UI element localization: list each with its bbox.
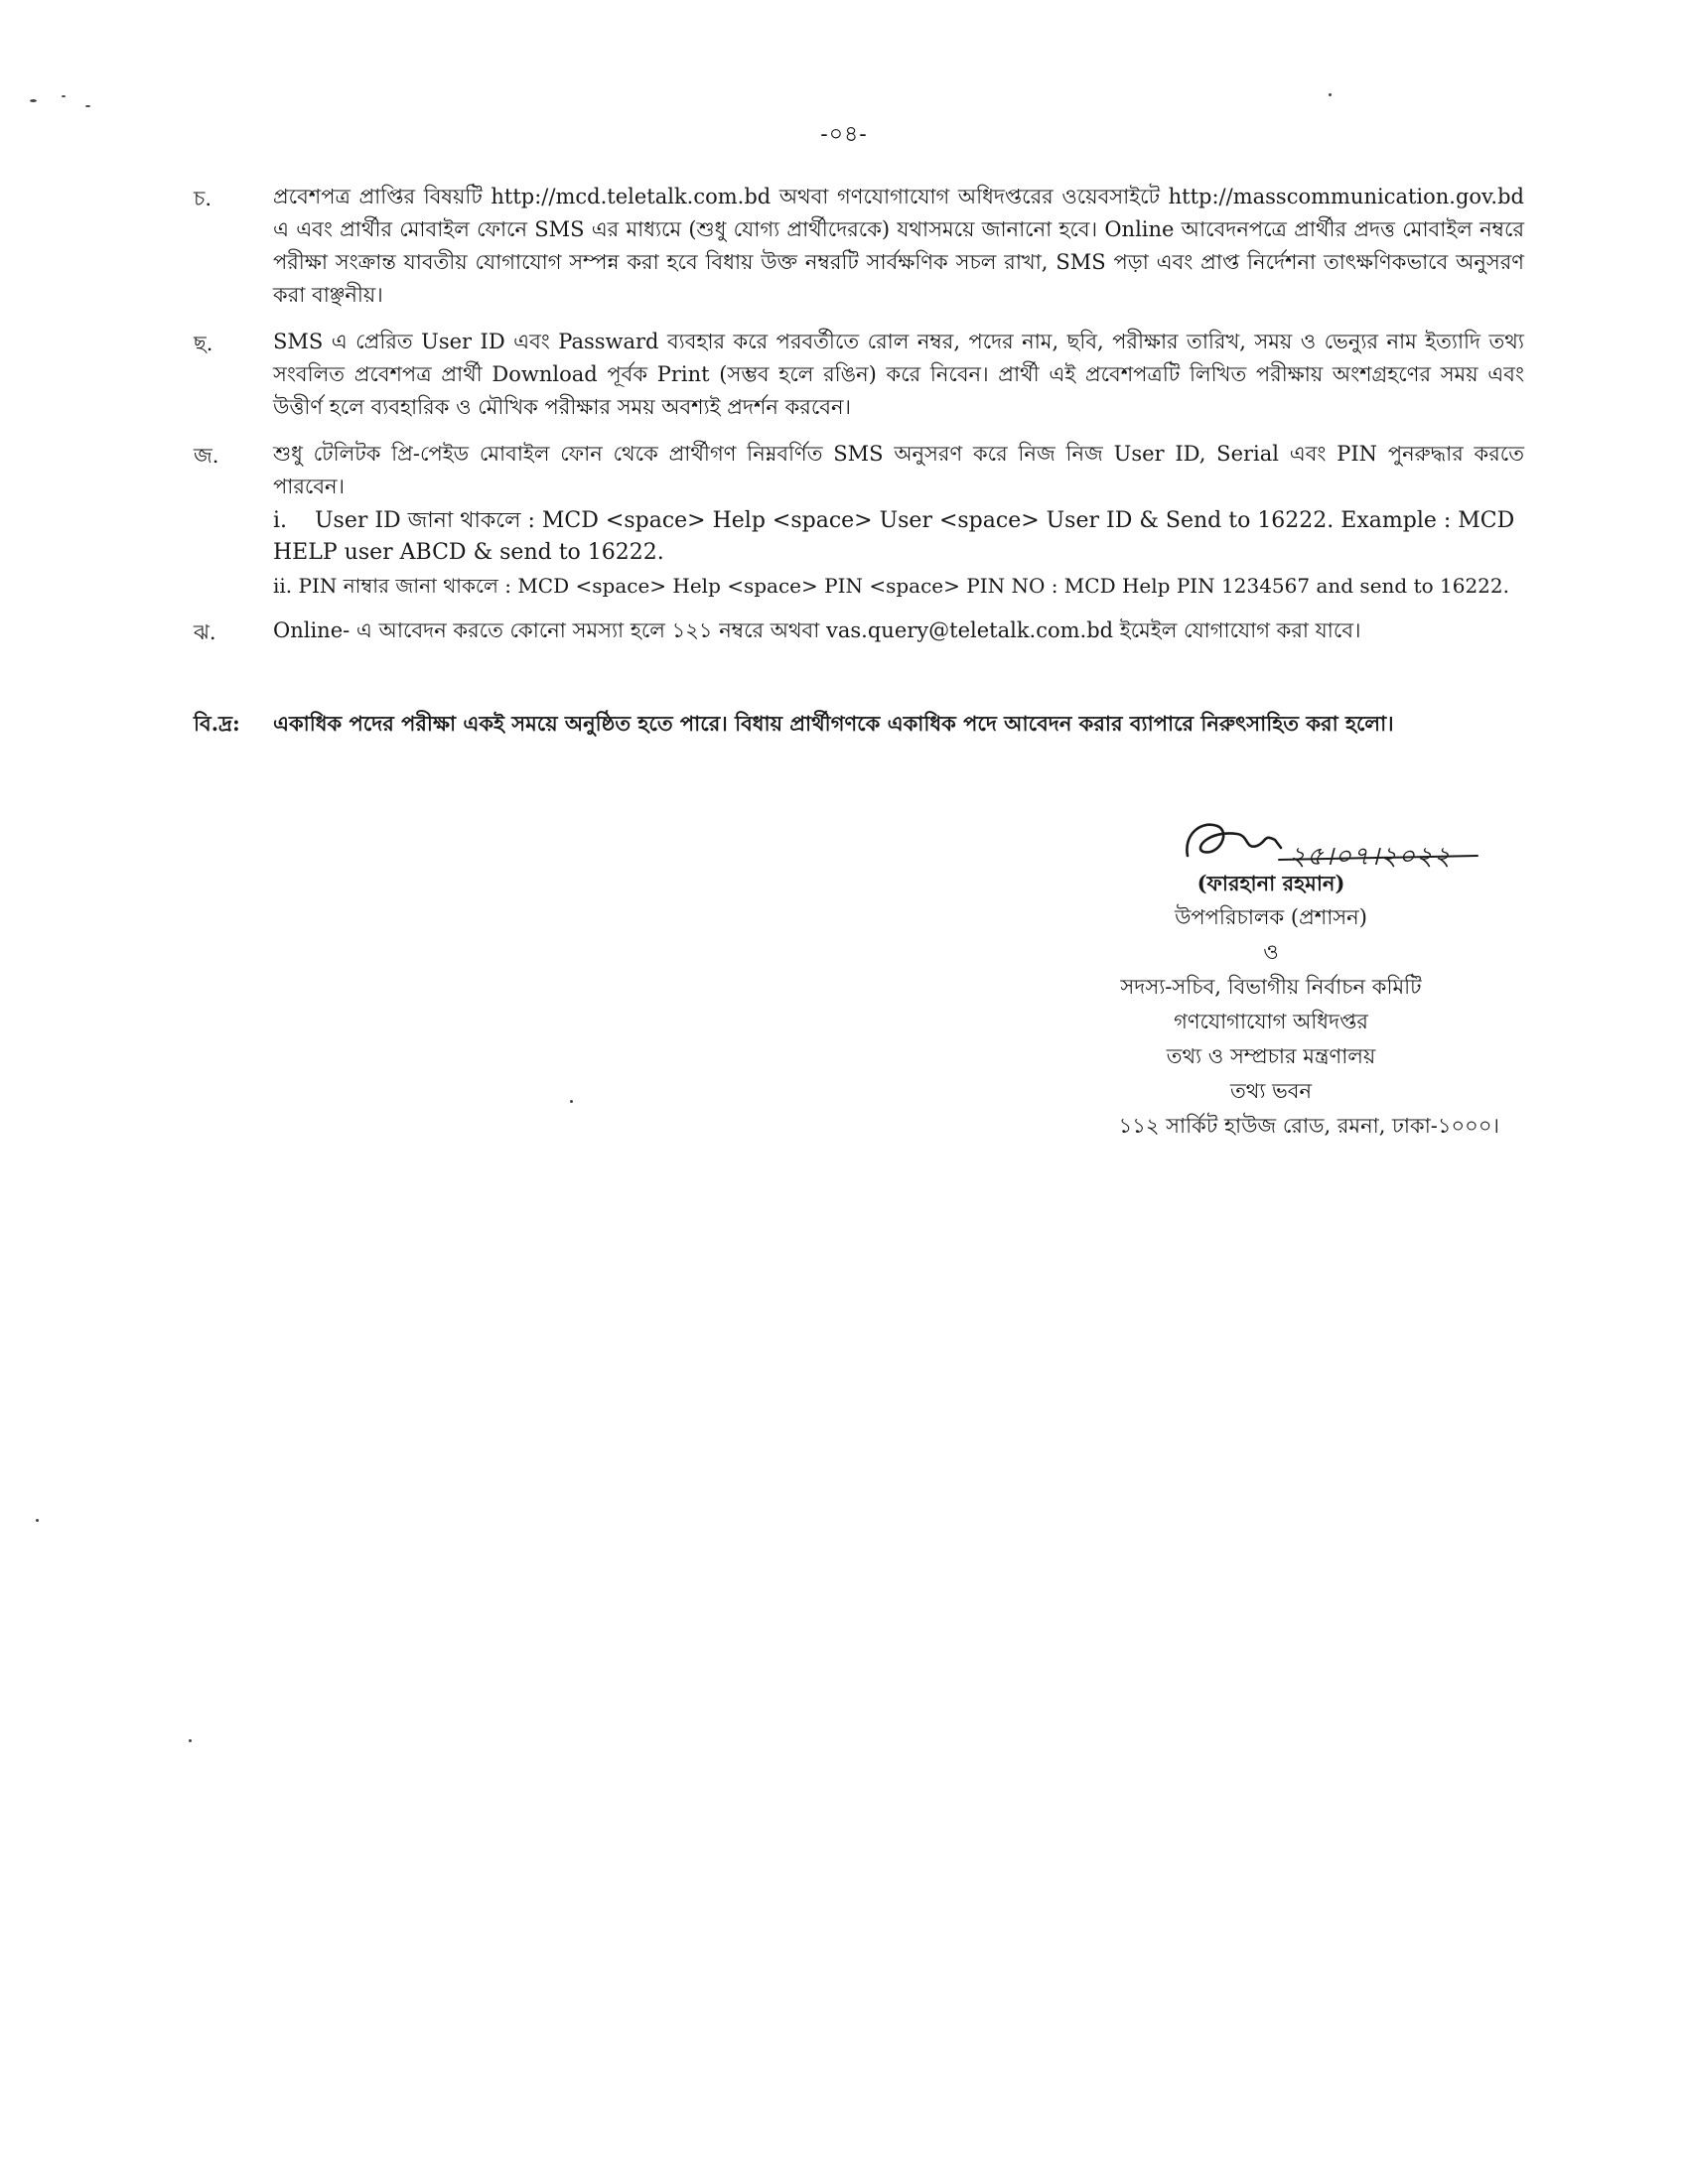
item-text: শুধু টেলিটক প্রি-পেইড মোবাইল ফোন থেকে প্রার্থীগণ নিম্নবর্ণিত SMS অনুসরণ করে নিজ নিজ User ID, Serial এবং PIN পুনরুদ্ধার করতে পারবেন। [273, 442, 1524, 498]
instruction-item-jha [194, 614, 1524, 647]
signatory-conjunction: ও [1263, 940, 1279, 964]
signatory-building: তথ্য ভবন [1230, 1079, 1312, 1103]
item-marker: ঝ. [194, 620, 216, 644]
sub-item-user-id: i. User ID জানা থাকলে : MCD <space> Help <space> User <space> User ID & Send to 16222. Example : MCD HELP user ABCD & send to 16222. [273, 508, 1522, 565]
page-number: -০৪- [820, 122, 868, 147]
scan-speck [189, 1739, 192, 1742]
signatory-department: গণযোগাযোগ অধিদপ্তর [1174, 1010, 1368, 1033]
scan-speck [1329, 93, 1332, 96]
signatory-ministry: তথ্য ও সম্প্রচার মন্ত্রণালয় [1166, 1044, 1376, 1068]
signatory-committee: সদস্য-সচিব, বিভাগীয় নির্বাচন কমিটি [1120, 975, 1422, 999]
scan-speck [36, 1519, 39, 1522]
nb-marker: বি.দ্র: [194, 711, 240, 736]
item-marker: জ. [194, 444, 219, 468]
signatory-address: ১১২ সার্কিট হাউজ রোড, রমনা, ঢাকা-১০০০। [1118, 1114, 1499, 1138]
nota-bene [194, 707, 1544, 741]
instruction-list [194, 181, 1524, 661]
item-text: প্রবেশপত্র প্রাপ্তির বিষয়টি http://mcd.teletalk.com.bd অথবা গণযোগাযোগ অধিদপ্তরের ওয়েবসাইটে http://masscommunication.gov.bd এ এবং প্রার্থীর মোবাইল ফোনে SMS এর মাধ্যমে (শুধু যোগ্য প্রার্থীদেরকে) যথাসময়ে জানানো হবে। Online আবেদনপত্রে প্রার্থীর প্রদত্ত মোবাইল নম্বরে পরীক্ষা সংক্রান্ত যাবতীয় যোগাযোগ সম্পন্ন করা হবে বিধায় উক্ত নম্বরটি সার্বক্ষণিক সচল রাখা, SMS পড়া এবং প্রাপ্ত নির্দেশনা তাৎক্ষণিকভাবে অনুসরণ করা বাঞ্ছনীয়। [273, 185, 1524, 307]
scan-speck [570, 1100, 573, 1103]
scan-speck [62, 95, 66, 97]
instruction-item-chha [194, 326, 1524, 424]
instruction-item-ja [194, 438, 1524, 601]
item-text: Online- এ আবেদন করতে কোনো সমস্যা হলে ১২১ নম্বরে অথবা vas.query@teletalk.com.bd ইমেইল যোগাযোগ করা যাবে। [273, 618, 1361, 642]
instruction-item-cha [194, 181, 1524, 312]
signature-date: ২৫।০৭।২০২২ [1289, 842, 1452, 872]
scan-speck [30, 99, 37, 102]
signatory-block [1003, 866, 1539, 1144]
signatory-designation: উপপরিচালক (প্রশাসন) [1175, 905, 1367, 929]
signatory-name: (ফারহানা রহমান) [1196, 871, 1345, 895]
item-marker: চ. [194, 187, 212, 210]
nb-text: একাধিক পদের পরীক্ষা একই সময়ে অনুষ্ঠিত হতে পারে। বিধায় প্রার্থীগণকে একাধিক পদে আবেদন করার ব্যাপারে নিরুৎসাহিত করা হলো। [273, 711, 1394, 736]
item-text: SMS এ প্রেরিত User ID এবং Passward ব্যবহার করে পরবর্তীতে রোল নম্বর, পদের নাম, ছবি, পরীক্ষার তারিখ, সময় ও ভেন্যুর নাম ইত্যাদি তথ্য সংবলিত প্রবেশপত্র প্রার্থী Download পূর্বক Print (সম্ভব হলে রঙিন) করে নিবেন। প্রার্থী এই প্রবেশপত্রটি লিখিত পরীক্ষায় অংশগ্রহণের সময় এবং উত্তীর্ণ হলে ব্যবহারিক ও মৌখিক পরীক্ষার সময় অবশ্যই প্রদর্শন করবেন। [273, 330, 1524, 419]
sub-item-pin: ii. PIN নাম্বার জানা থাকলে : MCD <space> Help <space> PIN <space> PIN NO : MCD Help PIN 1234567 and send to 16222. [273, 574, 1509, 598]
scan-speck [85, 105, 90, 107]
item-marker: ছ. [194, 332, 213, 355]
